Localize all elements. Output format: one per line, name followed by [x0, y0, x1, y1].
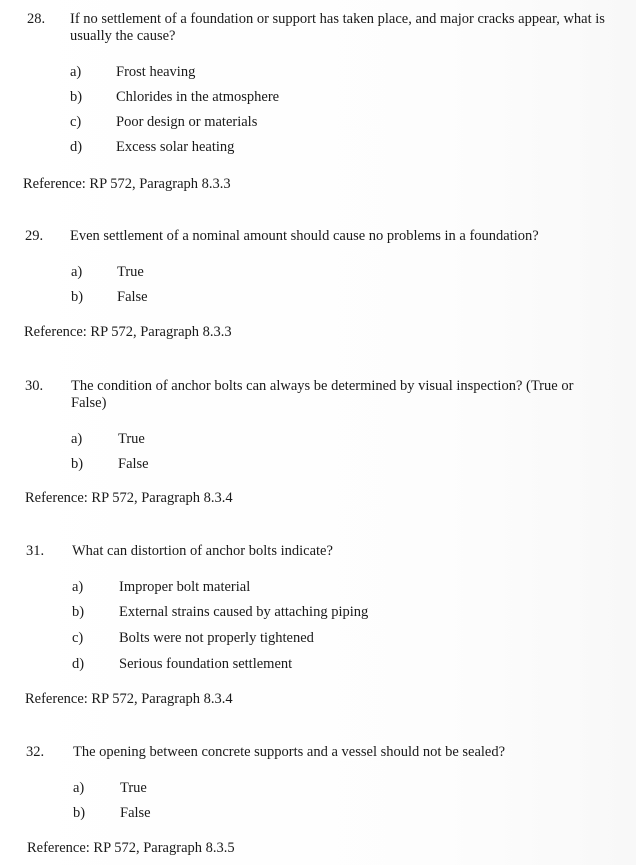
question-number: 32.	[26, 744, 45, 760]
option-letter: d)	[72, 656, 85, 672]
question-text: The condition of anchor bolts can always be determined by visual inspection? (True or False)	[71, 378, 574, 411]
option-text: Improper bolt material	[119, 579, 251, 595]
question-text: The opening between concrete supports and a vessel should not be sealed?	[73, 744, 506, 760]
option-letter: c)	[72, 630, 84, 646]
question-number: 31.	[26, 543, 45, 559]
option-letter: d)	[70, 139, 83, 155]
option-letter: b)	[73, 805, 86, 821]
option-text: Frost heaving	[116, 64, 196, 80]
option-letter: b)	[70, 89, 83, 105]
question-text: What can distortion of anchor bolts indicate?	[72, 543, 333, 559]
reference: Reference: RP 572, Paragraph 8.3.3	[24, 324, 232, 340]
option-letter: a)	[73, 780, 85, 796]
option-letter: a)	[71, 431, 83, 447]
question-number: 29.	[25, 228, 44, 244]
option-text: True	[118, 431, 145, 447]
option-text: True	[120, 780, 147, 796]
question-number: 28.	[27, 11, 46, 27]
option-letter: b)	[71, 456, 84, 472]
option-letter: a)	[70, 64, 82, 80]
option-text: False	[118, 456, 149, 472]
option-letter: c)	[70, 114, 82, 130]
reference: Reference: RP 572, Paragraph 8.3.4	[25, 691, 233, 707]
option-letter: a)	[72, 579, 84, 595]
option-text: Excess solar heating	[116, 139, 235, 155]
option-letter: b)	[72, 604, 85, 620]
option-text: Chlorides in the atmosphere	[116, 89, 280, 105]
option-text: External strains caused by attaching piping	[119, 604, 369, 620]
option-text: Serious foundation settlement	[119, 656, 293, 672]
reference: Reference: RP 572, Paragraph 8.3.3	[23, 176, 231, 192]
option-letter: b)	[71, 289, 84, 305]
option-text: True	[117, 264, 144, 280]
question-number: 30.	[25, 378, 44, 394]
option-text: Bolts were not properly tightened	[119, 630, 314, 646]
option-letter: a)	[71, 264, 83, 280]
option-text: False	[120, 805, 151, 821]
option-text: False	[117, 289, 148, 305]
option-text: Poor design or materials	[116, 114, 258, 130]
reference: Reference: RP 572, Paragraph 8.3.5	[27, 840, 235, 856]
question-text: If no settlement of a foundation or support has taken place, and major cracks appear, what is usually the cause?	[70, 11, 605, 44]
question-text: Even settlement of a nominal amount should cause no problems in a foundation?	[70, 228, 539, 244]
reference: Reference: RP 572, Paragraph 8.3.4	[25, 490, 233, 506]
